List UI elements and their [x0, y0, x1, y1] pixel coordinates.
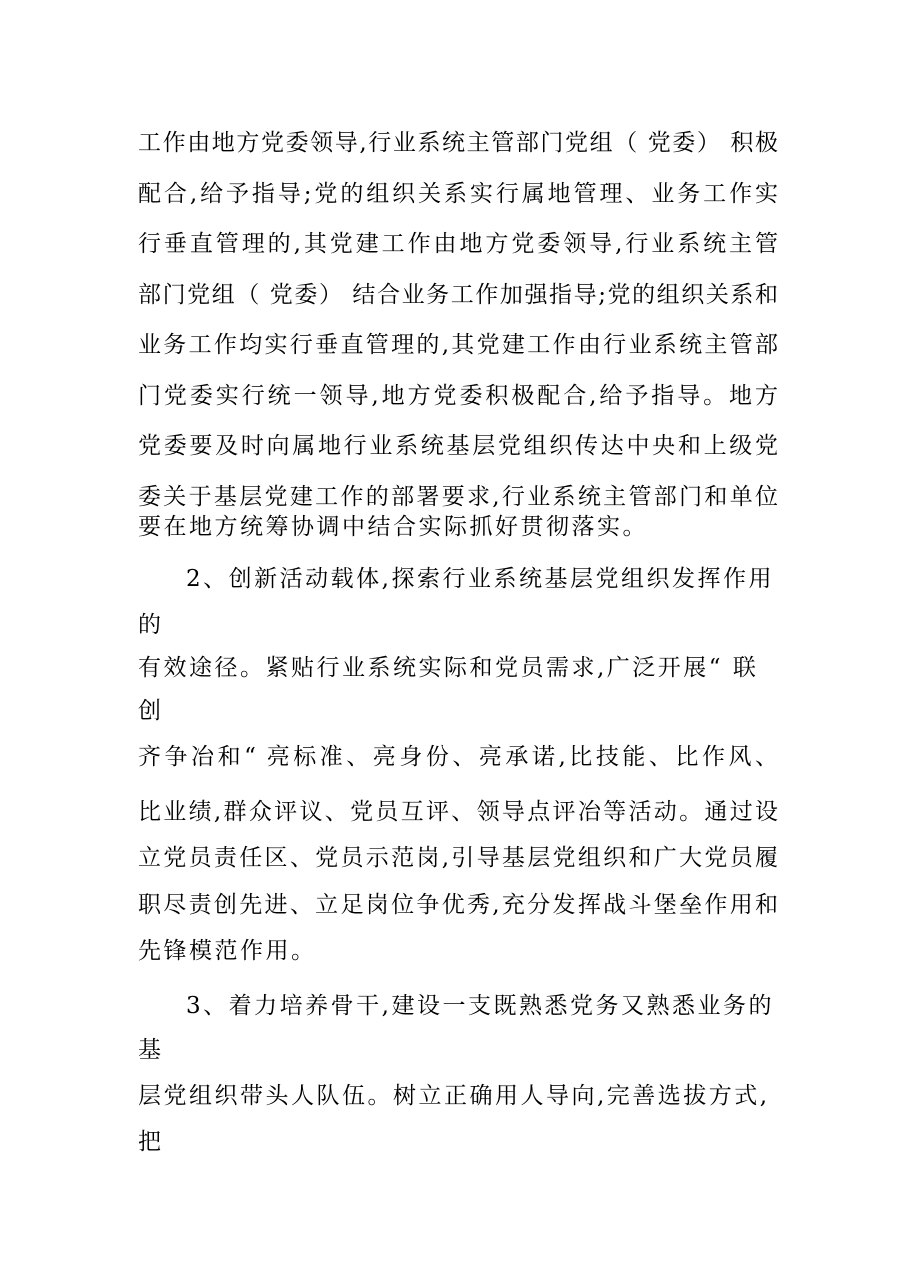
- text-line: 基: [138, 1037, 164, 1063]
- text-line: 层党组织带头人队伍。树立正确用人导向,完善选拔方式,: [138, 1083, 770, 1109]
- text-line: 3、着力培养骨干,建设一支既熟悉党务又熟悉业务的: [186, 993, 774, 1019]
- text-line: 部门党组（ 党委） 结合业务工作加强指导;党的组织关系和: [138, 282, 778, 308]
- text-line: 配合,给予指导;党的组织关系实行属地管理、业务工作实: [138, 181, 778, 207]
- text-line: 职尽责创先进、立足岗位争优秀,充分发挥战斗堡垒作用和: [138, 892, 778, 918]
- text-line: 要在地方统筹协调中结合实际抓好贯彻落实。: [138, 514, 648, 540]
- text-line: 创: [138, 698, 164, 724]
- text-line: 工作由地方党委领导,行业系统主管部门党组（ 党委） 积极: [138, 130, 778, 156]
- text-line: 党委要及时向属地行业系统基层党组织传达中央和上级党: [138, 433, 778, 459]
- text-line: 行垂直管理的,其党建工作由地方党委领导,行业系统主管: [138, 231, 778, 257]
- text-line: 比业绩,群众评议、党员互评、领导点评冶等活动。通过设: [138, 799, 778, 825]
- text-line: 门党委实行统一领导,地方党委积极配合,给予指导。地方: [138, 383, 778, 409]
- text-line: 齐争冶和“ 亮标准、亮身份、亮承诺,比技能、比作风、: [138, 744, 778, 770]
- text-line: 委关于基层党建工作的部署要求,行业系统主管部门和单位: [138, 484, 778, 510]
- text-line: 把: [138, 1129, 164, 1155]
- text-line: 有效途径。紧贴行业系统实际和党员需求,广泛开展“ 联: [138, 655, 759, 681]
- text-line: 的: [138, 612, 164, 638]
- text-line: 立党员责任区、党员示范岗,引导基层党组织和广大党员履: [138, 845, 778, 871]
- text-line: 2、创新活动载体,探索行业系统基层党组织发挥作用: [186, 566, 774, 592]
- text-line: 先锋模范作用。: [138, 938, 317, 964]
- text-line: 业务工作均实行垂直管理的,其党建工作由行业系统主管部: [138, 332, 778, 358]
